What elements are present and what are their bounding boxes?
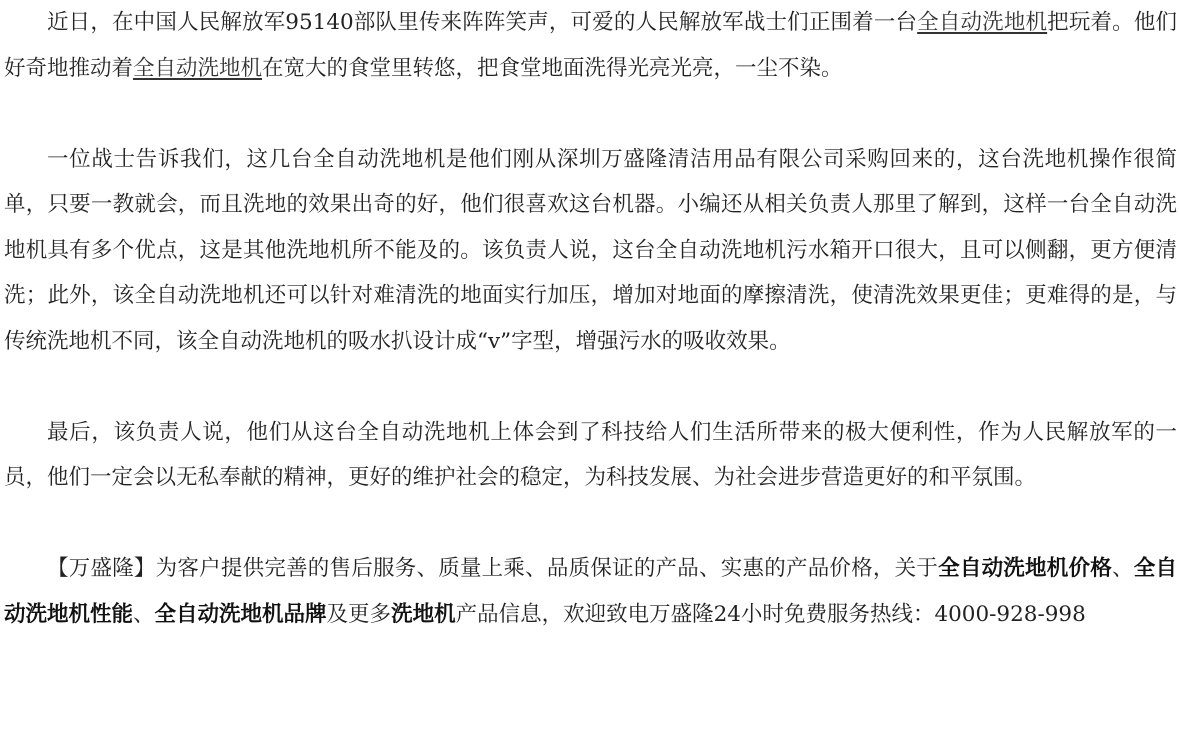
paragraph-gap	[0, 501, 1179, 547]
keyword-scrubber-performance[interactable]: 全自动洗地机性能	[4, 556, 1177, 627]
paragraph-company-promo	[0, 546, 1179, 637]
paragraph-gap	[0, 364, 1179, 410]
paragraph-soldier-testimony: 一位战士告诉我们，这几台全自动洗地机是他们刚从深圳万盛隆清洁用品有限公司采购回来的，这台洗地机操作很简单，只要一教就会，而且洗地的效果出奇的好，他们很喜欢这台机器。小编还从相关负责人那里了解到，这样一台全自动洗地机具有多个优点，这是其他洗地机所不能及的。该负责人说，这台全自动洗地机污水箱开口很大，且可以侧翻，更方便清洗；此外，该全自动洗地机还可以针对难清洗的地面实行加压，增加对地面的摩擦清洗，使清洗效果更佳；更难得的是，与传统洗地机不同，该全自动洗地机的吸水扒设计成“v”字型，增强污水的吸收效果。	[4, 146, 1177, 354]
intro-text-2: 把玩着。他们好奇地推动着	[4, 10, 1177, 81]
promo-text-2: 及更多	[326, 601, 392, 627]
keyword-scrubber-brand[interactable]: 全自动洗地机品牌	[154, 601, 327, 627]
keyword-scrubber[interactable]: 洗地机	[391, 601, 456, 627]
promo-text-1: 【万盛隆】为客户提供完善的售后服务、质量上乘、品质保证的产品、实惠的产品价格，关于	[47, 556, 939, 581]
promo-separator: 、	[133, 601, 155, 627]
paragraph-gap	[0, 91, 1179, 137]
link-full-auto-scrubber-2[interactable]: 全自动洗地机	[133, 55, 263, 81]
paragraph-intro	[0, 0, 1179, 91]
paragraph-conclusion: 最后，该负责人说，他们从这台全自动洗地机上体会到了科技给人们生活所带来的极大便利性，作为人民解放军的一员，他们一定会以无私奉献的精神，更好的维护社会的稳定，为科技发展、为社会进步营造更好的和平氛围。	[4, 419, 1177, 490]
intro-text-1: 近日，在中国人民解放军95140部队里传来阵阵笑声，可爱的人民解放军战士们正围着一台	[47, 10, 918, 35]
intro-text-3: 在宽大的食堂里转悠，把食堂地面洗得光亮光亮，一尘不染。	[262, 55, 843, 81]
promo-text-3: 产品信息，欢迎致电万盛隆24小时免费服务热线：4000-928-998	[455, 601, 1086, 627]
link-full-auto-scrubber-1[interactable]: 全自动洗地机	[917, 10, 1048, 35]
promo-separator: 、	[1111, 556, 1134, 581]
keyword-scrubber-price[interactable]: 全自动洗地机价格	[938, 556, 1112, 581]
